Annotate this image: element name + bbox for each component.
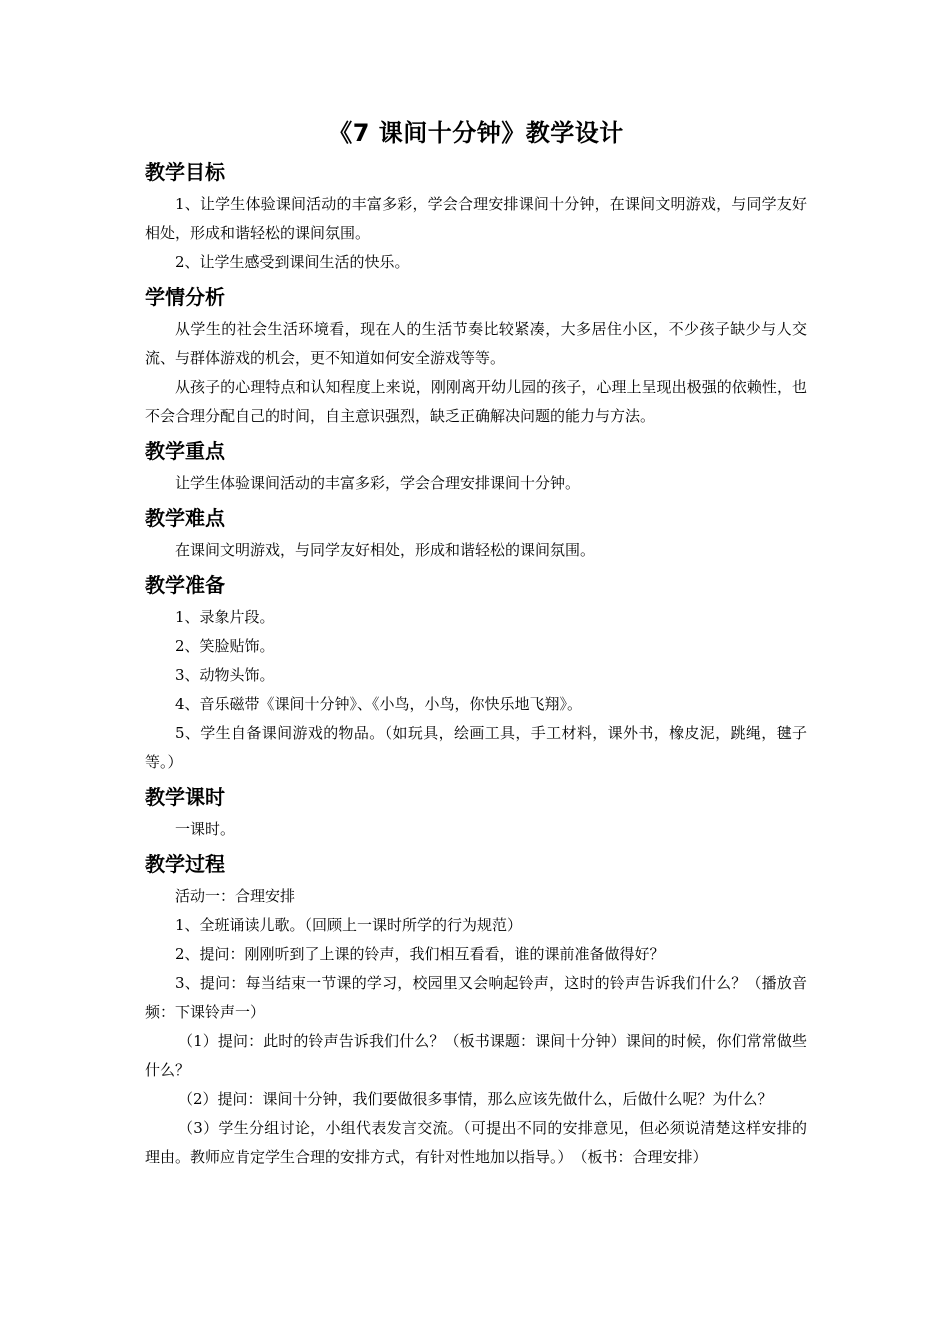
document-page	[145, 116, 807, 1172]
paragraph: 在课间文明游戏，与同学友好相处，形成和谐轻松的课间氛围。	[175, 541, 596, 559]
paragraph: 3、提问：每当结束一节课的学习，校园里又会响起铃声，这时的铃声告诉我们什么？（播放音频：下课铃声一）	[145, 974, 807, 1021]
list-item: 3、动物头饰。	[175, 666, 275, 684]
paragraph: （1）提问：此时的铃声告诉我们什么？（板书课题：课间十分钟）课间的时候，你们常常做些什么？	[145, 1032, 807, 1079]
paragraph: 让学生体验课间活动的丰富多彩，学会合理安排课间十分钟。	[175, 474, 581, 492]
paragraph: 活动一：合理安排	[175, 887, 296, 905]
paragraph: 2、让学生感受到课间生活的快乐。	[175, 253, 410, 271]
section-preparation	[145, 571, 807, 777]
paragraph: 一课时。	[175, 820, 236, 838]
section-heading: 教学过程	[145, 852, 225, 876]
paragraph: 从学生的社会生活环境看，现在人的生活节奏比较紧凑，大多居住小区，不少孩子缺少与人交流、与群体游戏的机会，更不知道如何安全游戏等等。	[145, 320, 807, 367]
list-item: 5、学生自备课间游戏的物品。（如玩具，绘画工具，手工材料，课外书，橡皮泥，跳绳，毽子等。）	[145, 724, 807, 771]
paragraph: 1、让学生体验课间活动的丰富多彩，学会合理安排课间十分钟，在课间文明游戏，与同学友好相处，形成和谐轻松的课间氛围。	[145, 195, 807, 242]
list-item: 2、笑脸贴饰。	[175, 637, 275, 655]
section-goals	[145, 158, 807, 277]
section-heading: 教学难点	[145, 506, 225, 530]
paragraph: 2、提问：刚刚听到了上课的铃声，我们相互看看，谁的课前准备做得好？	[175, 945, 665, 963]
section-heading: 教学重点	[145, 439, 225, 463]
section-heading: 学情分析	[145, 285, 225, 309]
section-heading: 教学准备	[145, 573, 225, 597]
section-key-points	[145, 437, 807, 498]
section-heading: 教学目标	[145, 160, 225, 184]
section-heading: 教学课时	[145, 785, 225, 809]
section-analysis	[145, 283, 807, 431]
section-difficulties	[145, 504, 807, 565]
paragraph: （2）提问：课间十分钟，我们要做很多事情，那么应该先做什么，后做什么呢？为什么？	[178, 1090, 773, 1108]
section-process	[145, 850, 807, 1172]
paragraph: 从孩子的心理特点和认知程度上来说，刚刚离开幼儿园的孩子，心理上呈现出极强的依赖性，也不会合理分配自己的时间，自主意识强烈，缺乏正确解决问题的能力与方法。	[145, 378, 807, 425]
list-item: 4、音乐磁带《课间十分钟》、《小鸟，小鸟，你快乐地飞翔》。	[175, 695, 583, 713]
document-title: 《7 课间十分钟》教学设计	[328, 119, 624, 147]
paragraph: （3）学生分组讨论，小组代表发言交流。（可提出不同的安排意见，但必须说清楚这样安排的理由。教师应肯定学生合理的安排方式，有针对性地加以指导。） （板书：合理安排）	[145, 1119, 807, 1166]
list-item: 1、录象片段。	[175, 608, 275, 626]
section-hours	[145, 783, 807, 844]
paragraph: 1、全班诵读儿歌。（回顾上一课时所学的行为规范）	[175, 916, 523, 934]
